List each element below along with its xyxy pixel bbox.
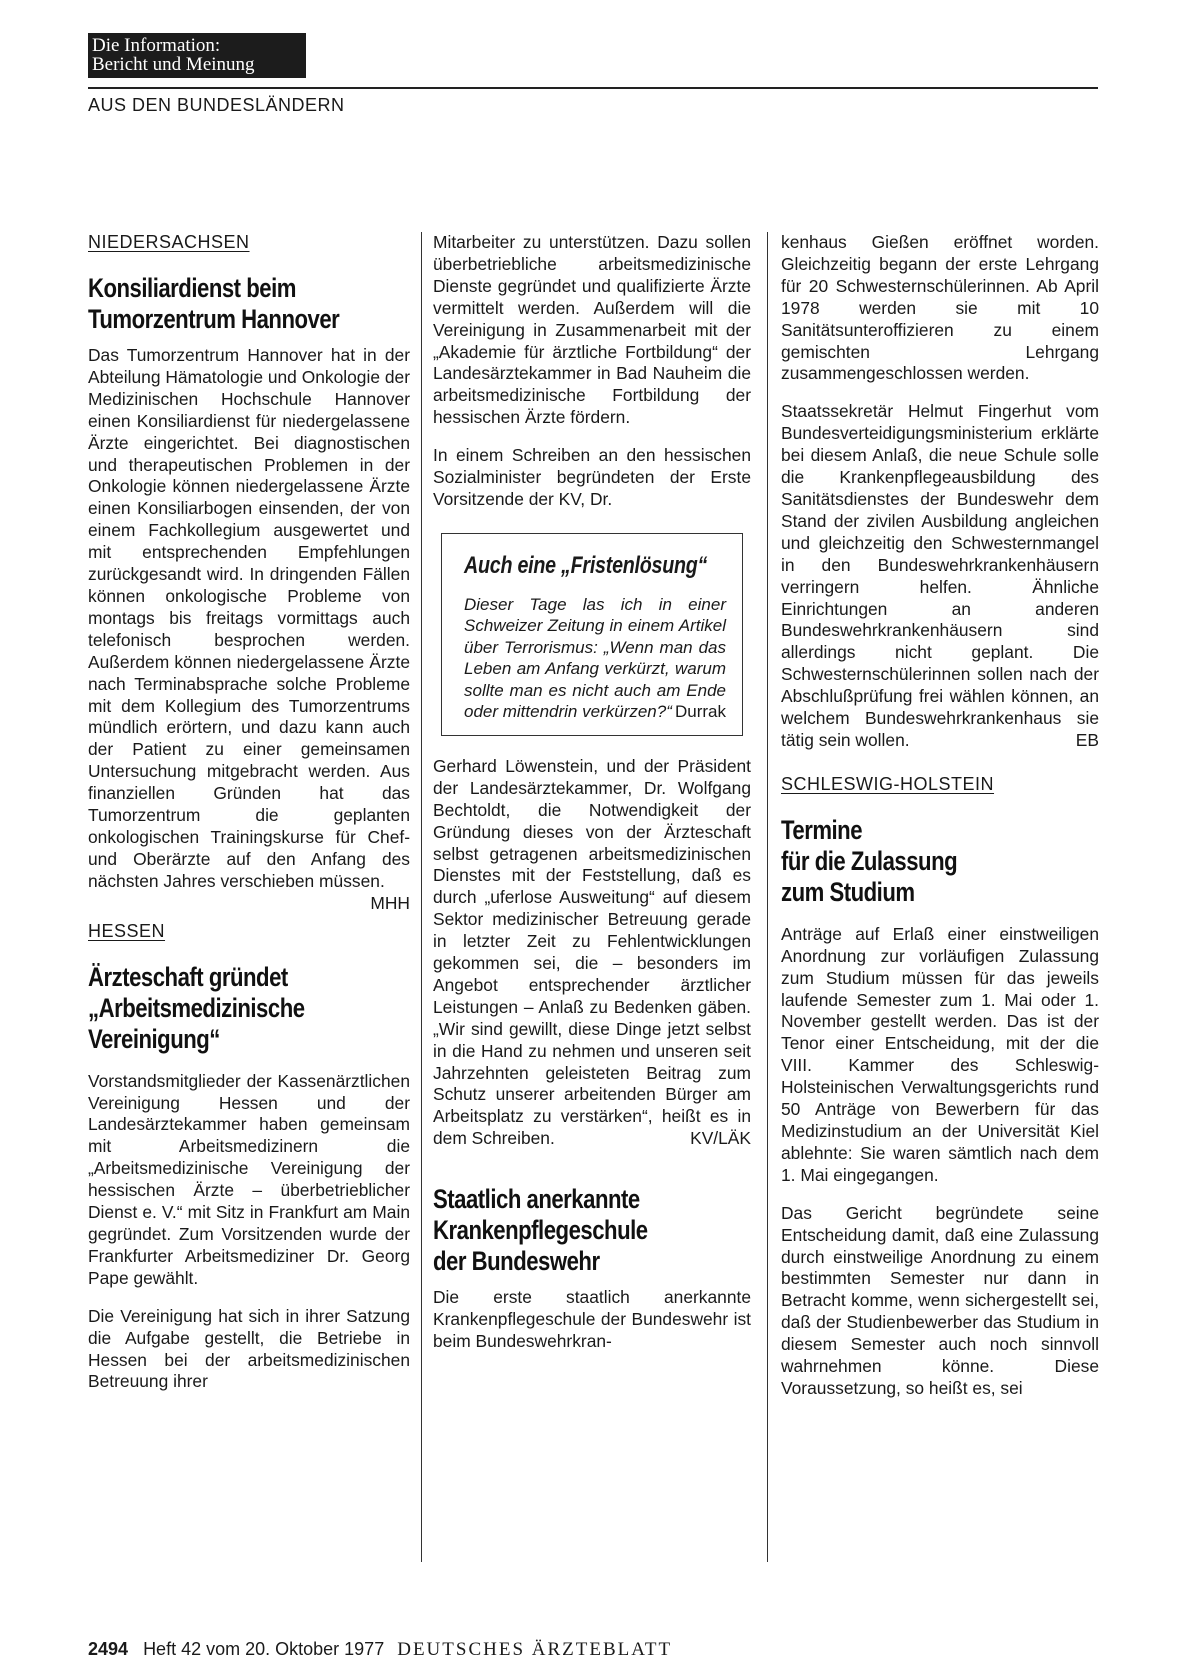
article-body bbox=[88, 345, 410, 913]
article-body: Anträge auf Erlaß einer einstweiligen Anordnung zur vorläufigen Zulassung zum Studium müssen für das jeweils laufende Semester zum 1. Mai oder 1. November gestellt werden. Das ist der Tenor einer Entscheidung, mit der die VIII. Kammer des Schleswig-Holsteinischen Verwaltungsgerichts rund 50 Anträge von Bewerbern für das Medizinstudium an der Universität Kiel ablehnte: Sie waren sämtlich nach dem 1. Mai eingegangen. bbox=[781, 923, 1099, 1185]
column-divider-2 bbox=[767, 232, 768, 1562]
section-tag-line1: Die Information: bbox=[92, 35, 221, 56]
headline-termine bbox=[781, 815, 1099, 908]
rubric-hessen: HESSEN bbox=[88, 920, 166, 941]
article-body: Die Vereinigung hat sich in ihrer Satzung die Aufgabe gestellt, die Betriebe in Hessen bei der arbeitsmedizinischen Betreuung ihrer bbox=[88, 1305, 410, 1392]
headline-line: Termine bbox=[781, 814, 863, 845]
column-divider-1 bbox=[421, 232, 422, 1562]
headline-line: Krankenpflegeschule bbox=[433, 1215, 648, 1246]
article-body: Mitarbeiter zu unterstützen. Dazu sollen überbetriebliche arbeitsmedizinische Dienste gegründet und qualifizierte Ärzte vermittelt werden. Außerdem will die Vereinigung in Zusammenarbeit mit der „Akademie für ärztliche Fortbildung“ der Landesärztekammer in Bad Nauheim die arbeitsmedizinische Fortbildung der hessischen Ärzte fördern. bbox=[433, 232, 751, 428]
paragraph-text: Das Tumorzentrum Hannover hat in der Abteilung Hämatologie und Onkologie der Medizinischen Hochschule Hannover einen Konsiliardienst für niedergelassene Ärzte eingerichtet. Bei diagnostischen und therapeutischen Problemen in der Onkologie können niedergelassene Ärzte einen Konsiliarbogen einsenden, der von einem Fachkollegium ausgewertet und mit entsprechenden Empfehlungen zurückgesandt wird. In dringenden Fällen können onkologische Probleme von montags bis freitags vormittags auch telefonisch besprochen werden. Außerdem können niedergelassene Ärzte nach Terminabsprache solche Probleme mit dem Kollegium des Tumorzentrums mündlich erörtern, und dazu kann auch der Patient zu einer gemeinsamen Untersuchung mitgebracht werden. Aus finanziellen Gründen hat das Tumorzentrum die geplanten onkologischen Trainingskurse für Chef- und Oberärzte auf den Anfang des nächsten Jahres verschieben müssen. bbox=[88, 345, 410, 891]
section-tag-line2: Bericht und Meinung bbox=[92, 54, 255, 75]
paragraph-text: Staatssekretär Helmut Fingerhut vom Bundesverteidigungsministerium erklärte bei diesem Anlaß, die neue Schule solle die Krankenpflegeausbildung des Sanitätsdienstes der Bundeswehr dem Stand der zivilen Ausbildung angleichen und gleichzeitig den Schwesternmangel in den Bundeswehrkrankenhäusern verringern helfen. Ähnliche Einrichtungen an anderen Bundeswehrkrankenhäusern sind allerdings nicht geplant. Die Schwesternschülerinnen sollen nach der Abschlußprüfung frei wählen können, an welchem Bundeswehrkrankenhaus sie tätig sein wollen. bbox=[781, 401, 1099, 750]
column-2 bbox=[433, 232, 751, 1369]
headline-line: Staatlich anerkannte bbox=[433, 1184, 640, 1215]
page-number: 2494 bbox=[88, 1639, 129, 1659]
headline-line: der Bundeswehr bbox=[433, 1246, 600, 1277]
quote-signature: Durrak bbox=[674, 702, 726, 722]
headline-aerzteschaft bbox=[88, 962, 410, 1055]
section-heading: AUS DEN BUNDESLÄNDERN bbox=[88, 95, 345, 115]
top-rule bbox=[88, 87, 1098, 89]
section-tag bbox=[88, 33, 306, 78]
headline-line: Ärzteschaft gründet bbox=[88, 961, 288, 992]
quote-box-title: Auch eine „Fristenlösung“ bbox=[464, 551, 708, 579]
page-footer bbox=[88, 1639, 1098, 1661]
article-body: Das Gericht begründete seine Entscheidung damit, daß eine Zulassung durch einstweilige Anordnung zu einem bestimmten Semester nur dann in Betracht komme, wenn sichergestellt sei, daß der Studienbewerber das Studium in diesem Semester auch noch sinnvoll wahrnehmen könne. Diese Voraussetzung, so heißt es, sei bbox=[781, 1202, 1099, 1398]
headline-line: zum Studium bbox=[781, 876, 915, 907]
headline-line: Vereinigung“ bbox=[88, 1023, 220, 1054]
article-body bbox=[781, 401, 1099, 752]
paragraph-text: Gerhard Löwenstein, und der Präsident der Landesärztekammer, Dr. Wolfgang Bechtoldt, die Notwendigkeit der Gründung dieses von der Ärzteschaft selbst getragenen arbeitsmedizinischen Dienstes mit der Feststellung, daß es durch „uferlose Ausweitung“ auf diesem Sektor medizinischer Betreuung gerade in letzter Zeit zu Fehlentwicklungen gekommen sei, die – besonders im Angebot entsprechender ärztlicher Leistungen – Anlaß zu Bedenken gäben. „Wir sind gewillt, diese Dinge jetzt selbst in die Hand zu nehmen und unseren seit Jahrzehnten geleisteten Beitrag zum Schutz unserer arbeitenden Bürger am Arbeitsplatz zu verstärken“, heißt es in dem Schreiben. bbox=[433, 755, 751, 1149]
quote-text: Dieser Tage las ich in einer Schweizer Zeitung in einem Artikel über Terrorismus: „Wenn man das Leben am Anfang verkürzt, warum sollte man es nicht auch am Ende oder mittendrin verkürzen?“ bbox=[464, 594, 726, 722]
column-1 bbox=[88, 232, 410, 1409]
article-body: In einem Schreiben an den hessischen Sozialminister begründeten der Erste Vorsitzende der KV, Dr. bbox=[433, 445, 751, 509]
article-body bbox=[433, 756, 751, 1150]
issue-info: Heft 42 vom 20. Oktober 1977 bbox=[143, 1639, 385, 1659]
headline-line: für die Zulassung bbox=[781, 845, 958, 876]
headline-konsiliardienst bbox=[88, 273, 410, 335]
magazine-name: DEUTSCHES ÄRZTEBLATT bbox=[397, 1639, 673, 1660]
headline-krankenpflegeschule bbox=[433, 1184, 751, 1277]
author-signature: EB bbox=[1075, 729, 1099, 750]
article-body: kenhaus Gießen eröffnet worden. Gleichzeitig begann der erste Lehrgang für 20 Schwesternschülerinnen. Ab April 1978 werden sie mit 10 Sanitätsunteroffizieren zu einem gemischten Lehrgang zusammengeschlossen werden. bbox=[781, 232, 1099, 384]
rubric-niedersachsen: NIEDERSACHSEN bbox=[88, 232, 250, 252]
quote-box bbox=[441, 533, 743, 736]
author-signature: MHH bbox=[370, 892, 410, 913]
column-3 bbox=[781, 232, 1099, 1416]
article-body: Die erste staatlich anerkannte Krankenpflegeschule der Bundeswehr ist beim Bundeswehrkran- bbox=[433, 1287, 751, 1351]
headline-line: Konsiliardienst beim bbox=[88, 273, 296, 303]
rubric-schleswig-holstein: SCHLESWIG-HOLSTEIN bbox=[781, 773, 995, 794]
headline-line: „Arbeitsmedizinische bbox=[88, 992, 305, 1023]
article-body: Vorstandsmitglieder der Kassenärztlichen Vereinigung Hessen und der Landesärztekammer haben gemeinsam mit Arbeitsmedizinern die „Arbeitsmedizinische Vereinigung der hessischen Ärzte – überbetrieblicher Dienst e. V.“ mit Sitz in Frankfurt am Main gegründet. Zum Vorsitzenden wurde der Frankfurter Arbeitsmediziner Dr. Georg Pape gewählt. bbox=[88, 1070, 410, 1288]
headline-line: Tumorzentrum Hannover bbox=[88, 304, 340, 334]
quote-box-body bbox=[464, 594, 726, 723]
author-signature: KV/LÄK bbox=[690, 1128, 751, 1149]
